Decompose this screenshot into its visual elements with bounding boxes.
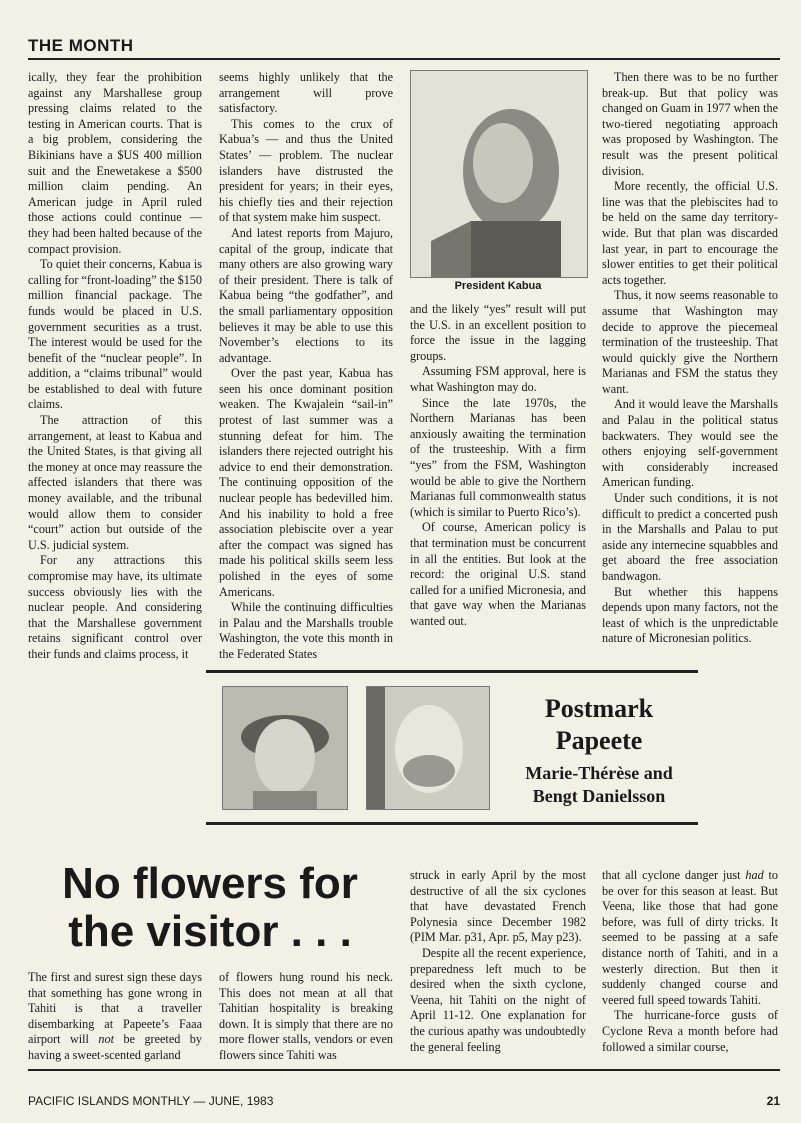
paragraph: Then there was to be no further break-up. But that policy was changed on Guam in 1977 when the two-tiered negotiating approach was proposed by Washington. The result was the present political division. bbox=[602, 70, 778, 178]
headline-line2: the visitor . . . bbox=[68, 907, 352, 956]
postmark-bottom-rule bbox=[206, 822, 698, 825]
paragraph: The attraction of this arrangement, at least to Kabua and the United States, is that giving all the money at once may reassure the affected islanders that there was money available, and the tribunal would allow them to consider “court” action but outside of the U.S. judicial system. bbox=[28, 413, 202, 552]
page-number: 21 bbox=[766, 1094, 780, 1108]
header-rule bbox=[28, 58, 780, 60]
paragraph: Assuming FSM approval, here is what Washington may do. bbox=[410, 364, 586, 394]
paragraph: The first and surest sign these days that something has gone wrong in Tahiti is that a traveller disembarking at Papeete’s Faaa airport will not be greeted by having a sweet-scented garland bbox=[28, 970, 202, 1062]
article1-column-1 bbox=[28, 70, 202, 663]
paragraph: that all cyclone danger just had to be over for this season at least. But Veena, like those that had gone before, was full of dirty tricks. It seemed to be passing at a safe distance north of Tahiti, and in a westerly direction. But then it suddenly changed course and veered full speed towards Tahiti. bbox=[602, 868, 779, 1007]
paragraph: and the likely “yes” result will put the U.S. in an excellent position to force the issue in the lagging groups. bbox=[410, 302, 586, 363]
bengt-photo bbox=[366, 686, 490, 810]
article1-column-3 bbox=[410, 302, 586, 629]
publication-footer: PACIFIC ISLANDS MONTHLY — JUNE, 1983 bbox=[28, 1094, 274, 1108]
paragraph: Over the past year, Kabua has seen his once dominant position weaken. The Kwajalein “sail-in” protest of last summer was a stunning defeat for him. The islanders there rejected outright his advice to end their demonstration. The continuing opposition of the nuclear people has bedevilled him. And his inability to hold a free association plebiscite over a year after the compact was signed has made his political skills seem less polished in the eyes of some Americans. bbox=[219, 366, 393, 599]
paragraph: struck in early April by the most destructive of all the six cyclones that have devastated French Polynesia since December 1982 (PIM Mar. p31, Apr. p5, May p23). bbox=[410, 868, 586, 945]
article2-column-4 bbox=[602, 868, 778, 1055]
paragraph: ically, they fear the prohibition against any Marshallese group pressing claims related to the testing in American courts. That is a big problem, considering the Bikinians have a $US 400 million suit and the Enewetakese a $500 million claim pending. An American judge in April ruled those actions could continue — they had been halted because of the compact provision. bbox=[28, 70, 202, 256]
paragraph: And it would leave the Marshalls and Palau in the political status backwaters. They would see the others enjoying self-government with considerably increased American funding. bbox=[602, 397, 778, 490]
postmark-authors-line2: Bengt Danielsson bbox=[532, 786, 666, 806]
paragraph: Of course, American policy is that termination must be concurrent in all the entities. But look at the record: the original U.S. stand called for a unified Micronesia, and that gave way when the Marianas wanted out. bbox=[410, 520, 586, 628]
postmark-title-line2: Papeete bbox=[555, 726, 643, 755]
headline-line1: No flowers for bbox=[62, 859, 358, 908]
article1-column-2 bbox=[219, 70, 393, 663]
paragraph: But whether this happens depends upon many factors, not the least of which is the unpredictable nature of Micronesian politics. bbox=[602, 584, 778, 646]
portrait-image bbox=[367, 687, 489, 809]
kabua-photo bbox=[410, 70, 588, 278]
article2-column-3 bbox=[410, 868, 586, 1055]
paragraph: The hurricane-force gusts of Cyclone Reva a month before had followed a similar course, bbox=[602, 1008, 778, 1054]
paragraph: Despite all the recent experience, preparedness left much to be desired when the sixth cyclone, Veena, hit Tahiti on the night of April 11-12. One explanation for the curious apathy was undoubtedly the general feeling bbox=[410, 945, 586, 1054]
paragraph: Under such conditions, it is not difficult to predict a concerted push in the Marshalls and Palau to put aside any internecine squabbles and get aboard the free association bandwagon. bbox=[602, 491, 778, 583]
marie-therese-photo bbox=[222, 686, 348, 810]
footer-rule bbox=[28, 1069, 780, 1071]
paragraph: For any attractions this compromise may have, its ultimate success obviously lies with the nuclear people. And considering that the Marshallese government retains significant control over their funds and claims process, it bbox=[28, 553, 202, 661]
paragraph: This comes to the crux of Kabua’s — and thus the United States’ — problem. The nuclear islanders have distrusted the president for years; in their eyes, his chiefly ties and their rejection of that system make him suspect. bbox=[219, 116, 393, 225]
paragraph: To quiet their concerns, Kabua is calling for “front-loading” the $150 million financial package. The funds would be placed in U.S. government securities as a trust. The interest would be used for the benefit of the “nuclear people”. In addition, a “claims tribunal” would be established to deal with future claims. bbox=[28, 257, 202, 412]
paragraph: And latest reports from Majuro, capital of the group, indicate that many others are also growing wary of their president. There is talk of Kabua being “the godfather”, and the small parliamentary opposition believes it may be able to use this November’s elections to its advantage. bbox=[219, 225, 393, 365]
paragraph: Thus, it now seems reasonable to assume that Washington may decide to approve the piecemeal termination of the trusteeship. That would quickly give the Northern Marianas and FSM the status they want. bbox=[602, 288, 778, 396]
photo-caption: President Kabua bbox=[454, 280, 542, 292]
article1-column-4 bbox=[602, 70, 778, 647]
postmark-top-rule bbox=[206, 670, 698, 673]
paragraph: More recently, the official U.S. line was that the plebiscites had to be held on the same day territory-wide. But that plan was discarded last year, in part to encourage the slower entities to get their political acts together. bbox=[602, 179, 778, 287]
paragraph: While the continuing difficulties in Palau and the Marshalls trouble Washington, the vote this month in the Federated States bbox=[219, 600, 393, 661]
postmark-title-line1: Postmark bbox=[544, 694, 654, 723]
article2-column-1 bbox=[28, 970, 202, 1064]
postmark-authors-line1: Marie-Thérèse and bbox=[525, 763, 673, 783]
portrait-image bbox=[223, 687, 347, 809]
article2-column-2 bbox=[219, 970, 393, 1064]
section-title: THE MONTH bbox=[28, 36, 134, 55]
paragraph: Since the late 1970s, the Northern Marianas has been anxiously awaiting the termination of the trusteeship. With a firm “yes” from the FSM, Washington would be able to give the Northern Marianas full commonwealth status (which is similar to Puerto Rico’s). bbox=[410, 395, 586, 519]
paragraph: seems highly unlikely that the arrangement will prove satisfactory. bbox=[219, 70, 393, 116]
paragraph: of flowers hung round his neck. This does not mean at all that Tahitian hospitality is breaking down. It is simply that there are no more flower stalls, vendors or even flowers since Tahiti was bbox=[219, 970, 393, 1062]
portrait-image bbox=[411, 71, 587, 277]
